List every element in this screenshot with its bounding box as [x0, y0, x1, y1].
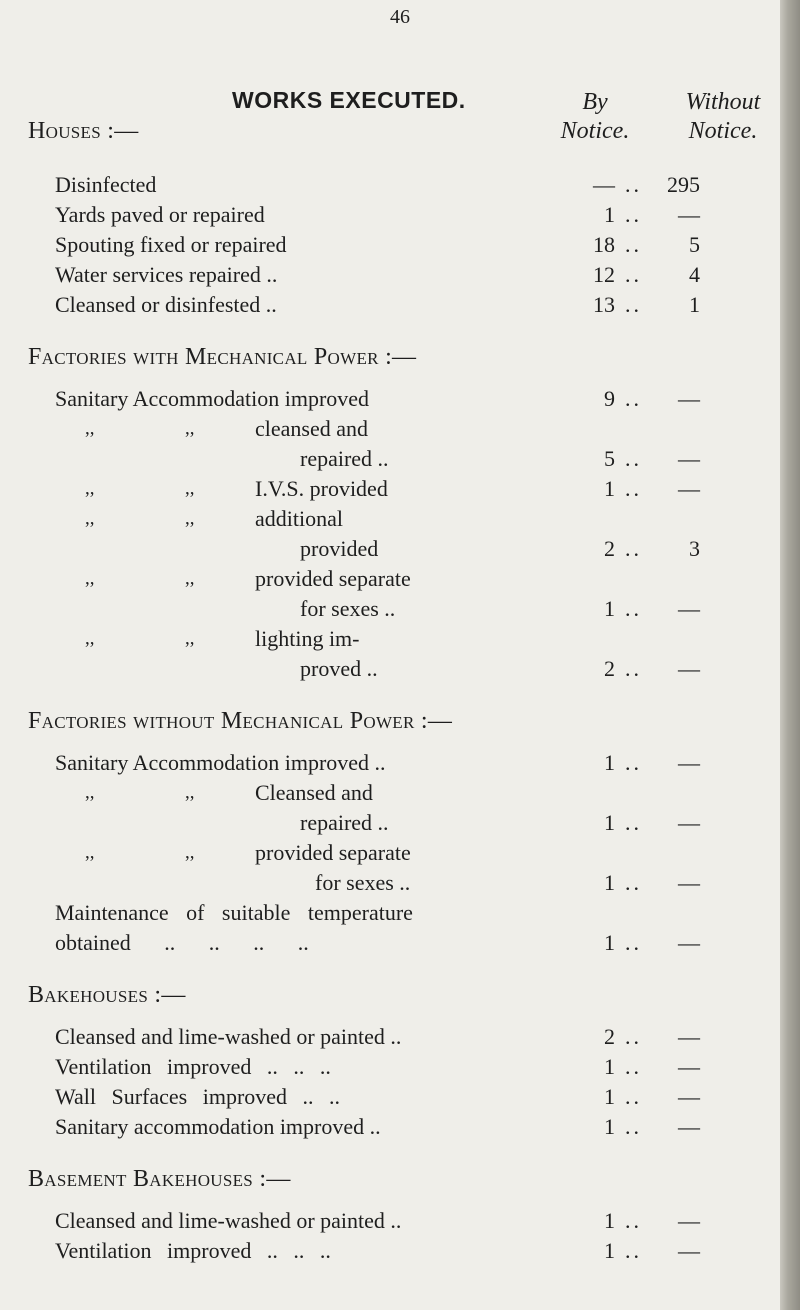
basement-bakehouses-section-title: Basement Bakehouses :—: [28, 1166, 291, 1192]
row-label: provided separate: [255, 566, 411, 591]
row-label: Ventilation improved .. .. ..: [55, 1054, 331, 1079]
by-notice-value: 1: [604, 1054, 615, 1079]
without-notice-value: 5: [689, 232, 700, 257]
table-row: [55, 778, 755, 808]
ditto-mark: ,,: [85, 568, 95, 589]
without-notice-value: —: [678, 1208, 700, 1233]
row-label: Sanitary accommodation improved ..: [55, 1114, 381, 1139]
table-row: [55, 898, 755, 928]
row-label: Sanitary Accommodation improved ..: [55, 750, 386, 775]
column-separator: ..: [625, 1208, 642, 1233]
by-notice-value: 2: [604, 536, 615, 561]
column-separator: ..: [625, 536, 642, 561]
table-row: [55, 1112, 755, 1142]
table-row: [55, 504, 755, 534]
by-notice-value: 12: [593, 262, 615, 287]
without-notice-value: —: [678, 1084, 700, 1109]
without-notice-value: —: [678, 1238, 700, 1263]
by-notice-value: 2: [604, 1024, 615, 1049]
by-notice-value: 1: [604, 1114, 615, 1139]
table-row: [55, 838, 755, 868]
without-notice-value: —: [678, 476, 700, 501]
by-notice-value: 1: [604, 1208, 615, 1233]
by-notice-value: 2: [604, 656, 615, 681]
row-label: obtained .. .. .. ..: [55, 930, 309, 955]
by-notice-value: 1: [604, 750, 615, 775]
ditto-mark: ,,: [185, 478, 195, 499]
ditto-mark: ,,: [85, 478, 95, 499]
column-separator: ..: [625, 232, 642, 257]
column-separator: ..: [625, 1238, 642, 1263]
without-notice-value: —: [678, 446, 700, 471]
page-number: 46: [390, 6, 410, 28]
without-notice-value: 1: [689, 292, 700, 317]
column-separator: ..: [625, 172, 642, 197]
row-label: repaired ..: [300, 810, 389, 835]
row-label: Maintenance of suitable temperature: [55, 900, 413, 925]
column-separator: ..: [625, 292, 642, 317]
column-separator: ..: [625, 750, 642, 775]
column-separator: ..: [625, 476, 642, 501]
without-notice-value: —: [678, 1054, 700, 1079]
column-separator: ..: [625, 202, 642, 227]
column-separator: ..: [625, 446, 642, 471]
without-notice-value: 3: [689, 536, 700, 561]
table-row: [55, 384, 755, 414]
without-notice-value: —: [678, 386, 700, 411]
ditto-mark: ,,: [85, 842, 95, 863]
table-row: [55, 808, 755, 838]
without-notice-value: —: [678, 930, 700, 955]
table-row: [55, 260, 755, 290]
ditto-mark: ,,: [185, 508, 195, 529]
row-label: Ventilation improved .. .. ..: [55, 1238, 331, 1263]
table-row: [55, 928, 755, 958]
without-notice-value: 4: [689, 262, 700, 287]
row-label: provided separate: [255, 840, 411, 865]
by-notice-value: 9: [604, 386, 615, 411]
row-label: Cleansed and: [255, 780, 373, 805]
ditto-mark: ,,: [185, 842, 195, 863]
by-notice-value: 13: [593, 292, 615, 317]
by-notice-value: 1: [604, 930, 615, 955]
bakehouses-section-title: Bakehouses :—: [28, 982, 186, 1008]
table-row: [55, 200, 755, 230]
table-row: [55, 1052, 755, 1082]
houses-section-title: Houses :—: [28, 118, 139, 144]
table-row: [55, 1082, 755, 1112]
ditto-mark: ,,: [85, 628, 95, 649]
without-notice-header-line2: Notice.: [688, 118, 758, 144]
row-label: Disinfected: [55, 172, 157, 197]
row-label: repaired ..: [300, 446, 389, 471]
table-row: [55, 868, 755, 898]
by-notice-value: 18: [593, 232, 615, 257]
table-row: [55, 444, 755, 474]
column-separator: ..: [625, 1084, 642, 1109]
row-label: cleansed and: [255, 416, 368, 441]
column-separator: ..: [625, 386, 642, 411]
row-label: Cleansed or disinfested ..: [55, 292, 277, 317]
table-row: [55, 1206, 755, 1236]
ditto-mark: ,,: [85, 782, 95, 803]
page-heading: WORKS EXECUTED.: [232, 87, 466, 113]
factories-mechanical-section-title: Factories with Mechanical Power :—: [28, 344, 417, 370]
row-label: Wall Surfaces improved .. ..: [55, 1084, 341, 1109]
by-notice-value: 1: [604, 1084, 615, 1109]
without-notice-value: —: [678, 656, 700, 681]
table-row: [55, 748, 755, 778]
table-row: [55, 1022, 755, 1052]
row-label: proved ..: [300, 656, 378, 681]
by-notice-value: 1: [604, 870, 615, 895]
without-notice-value: —: [678, 750, 700, 775]
without-notice-header-line1: Without: [685, 89, 761, 115]
row-label: Water services repaired ..: [55, 262, 278, 287]
table-row: [55, 594, 755, 624]
table-row: [55, 414, 755, 444]
without-notice-header: [668, 88, 778, 146]
table-row: [55, 474, 755, 504]
by-notice-header: [545, 88, 645, 146]
row-label: Spouting fixed or repaired: [55, 232, 287, 257]
table-row: [55, 534, 755, 564]
row-label: Cleansed and lime-washed or painted ..: [55, 1024, 402, 1049]
column-separator: ..: [625, 596, 642, 621]
by-notice-value: 1: [604, 1238, 615, 1263]
by-notice-value: 1: [604, 810, 615, 835]
row-label: Sanitary Accommodation improved: [55, 386, 370, 411]
without-notice-value: —: [678, 596, 700, 621]
column-separator: ..: [625, 930, 642, 955]
ditto-mark: ,,: [85, 508, 95, 529]
by-notice-header-line1: By: [582, 89, 608, 115]
by-notice-header-line2: Notice.: [560, 118, 630, 144]
table-row: [55, 564, 755, 594]
factories-nonmechanical-section-title: Factories without Mechanical Power :—: [28, 708, 453, 734]
ditto-mark: ,,: [185, 418, 195, 439]
column-separator: ..: [625, 1114, 642, 1139]
column-separator: ..: [625, 1024, 642, 1049]
column-separator: ..: [625, 262, 642, 287]
table-row: [55, 290, 755, 320]
table-row: [55, 624, 755, 654]
ditto-mark: ,,: [85, 418, 95, 439]
ditto-mark: ,,: [185, 628, 195, 649]
by-notice-value: 1: [604, 476, 615, 501]
row-label: provided: [300, 536, 379, 561]
by-notice-value: 1: [604, 202, 615, 227]
by-notice-value: 1: [604, 596, 615, 621]
table-row: [55, 170, 755, 200]
without-notice-value: —: [678, 202, 700, 227]
by-notice-value: —: [593, 172, 615, 197]
without-notice-value: —: [678, 810, 700, 835]
column-separator: ..: [625, 870, 642, 895]
column-separator: ..: [625, 656, 642, 681]
table-row: [55, 230, 755, 260]
row-label: for sexes ..: [315, 870, 411, 895]
row-label: for sexes ..: [300, 596, 396, 621]
without-notice-value: —: [678, 1024, 700, 1049]
row-label: additional: [255, 506, 343, 531]
ditto-mark: ,,: [185, 568, 195, 589]
table-row: [55, 654, 755, 684]
without-notice-value: —: [678, 870, 700, 895]
row-label: lighting im-: [255, 626, 360, 651]
without-notice-value: —: [678, 1114, 700, 1139]
row-label: I.V.S. provided: [255, 476, 388, 501]
row-label: Cleansed and lime-washed or painted ..: [55, 1208, 402, 1233]
column-separator: ..: [625, 1054, 642, 1079]
table-row: [55, 1236, 755, 1266]
by-notice-value: 5: [604, 446, 615, 471]
page-edge-shadow: [780, 0, 800, 1310]
ditto-mark: ,,: [185, 782, 195, 803]
without-notice-value: 295: [667, 172, 700, 197]
row-label: Yards paved or repaired: [55, 202, 265, 227]
column-separator: ..: [625, 810, 642, 835]
